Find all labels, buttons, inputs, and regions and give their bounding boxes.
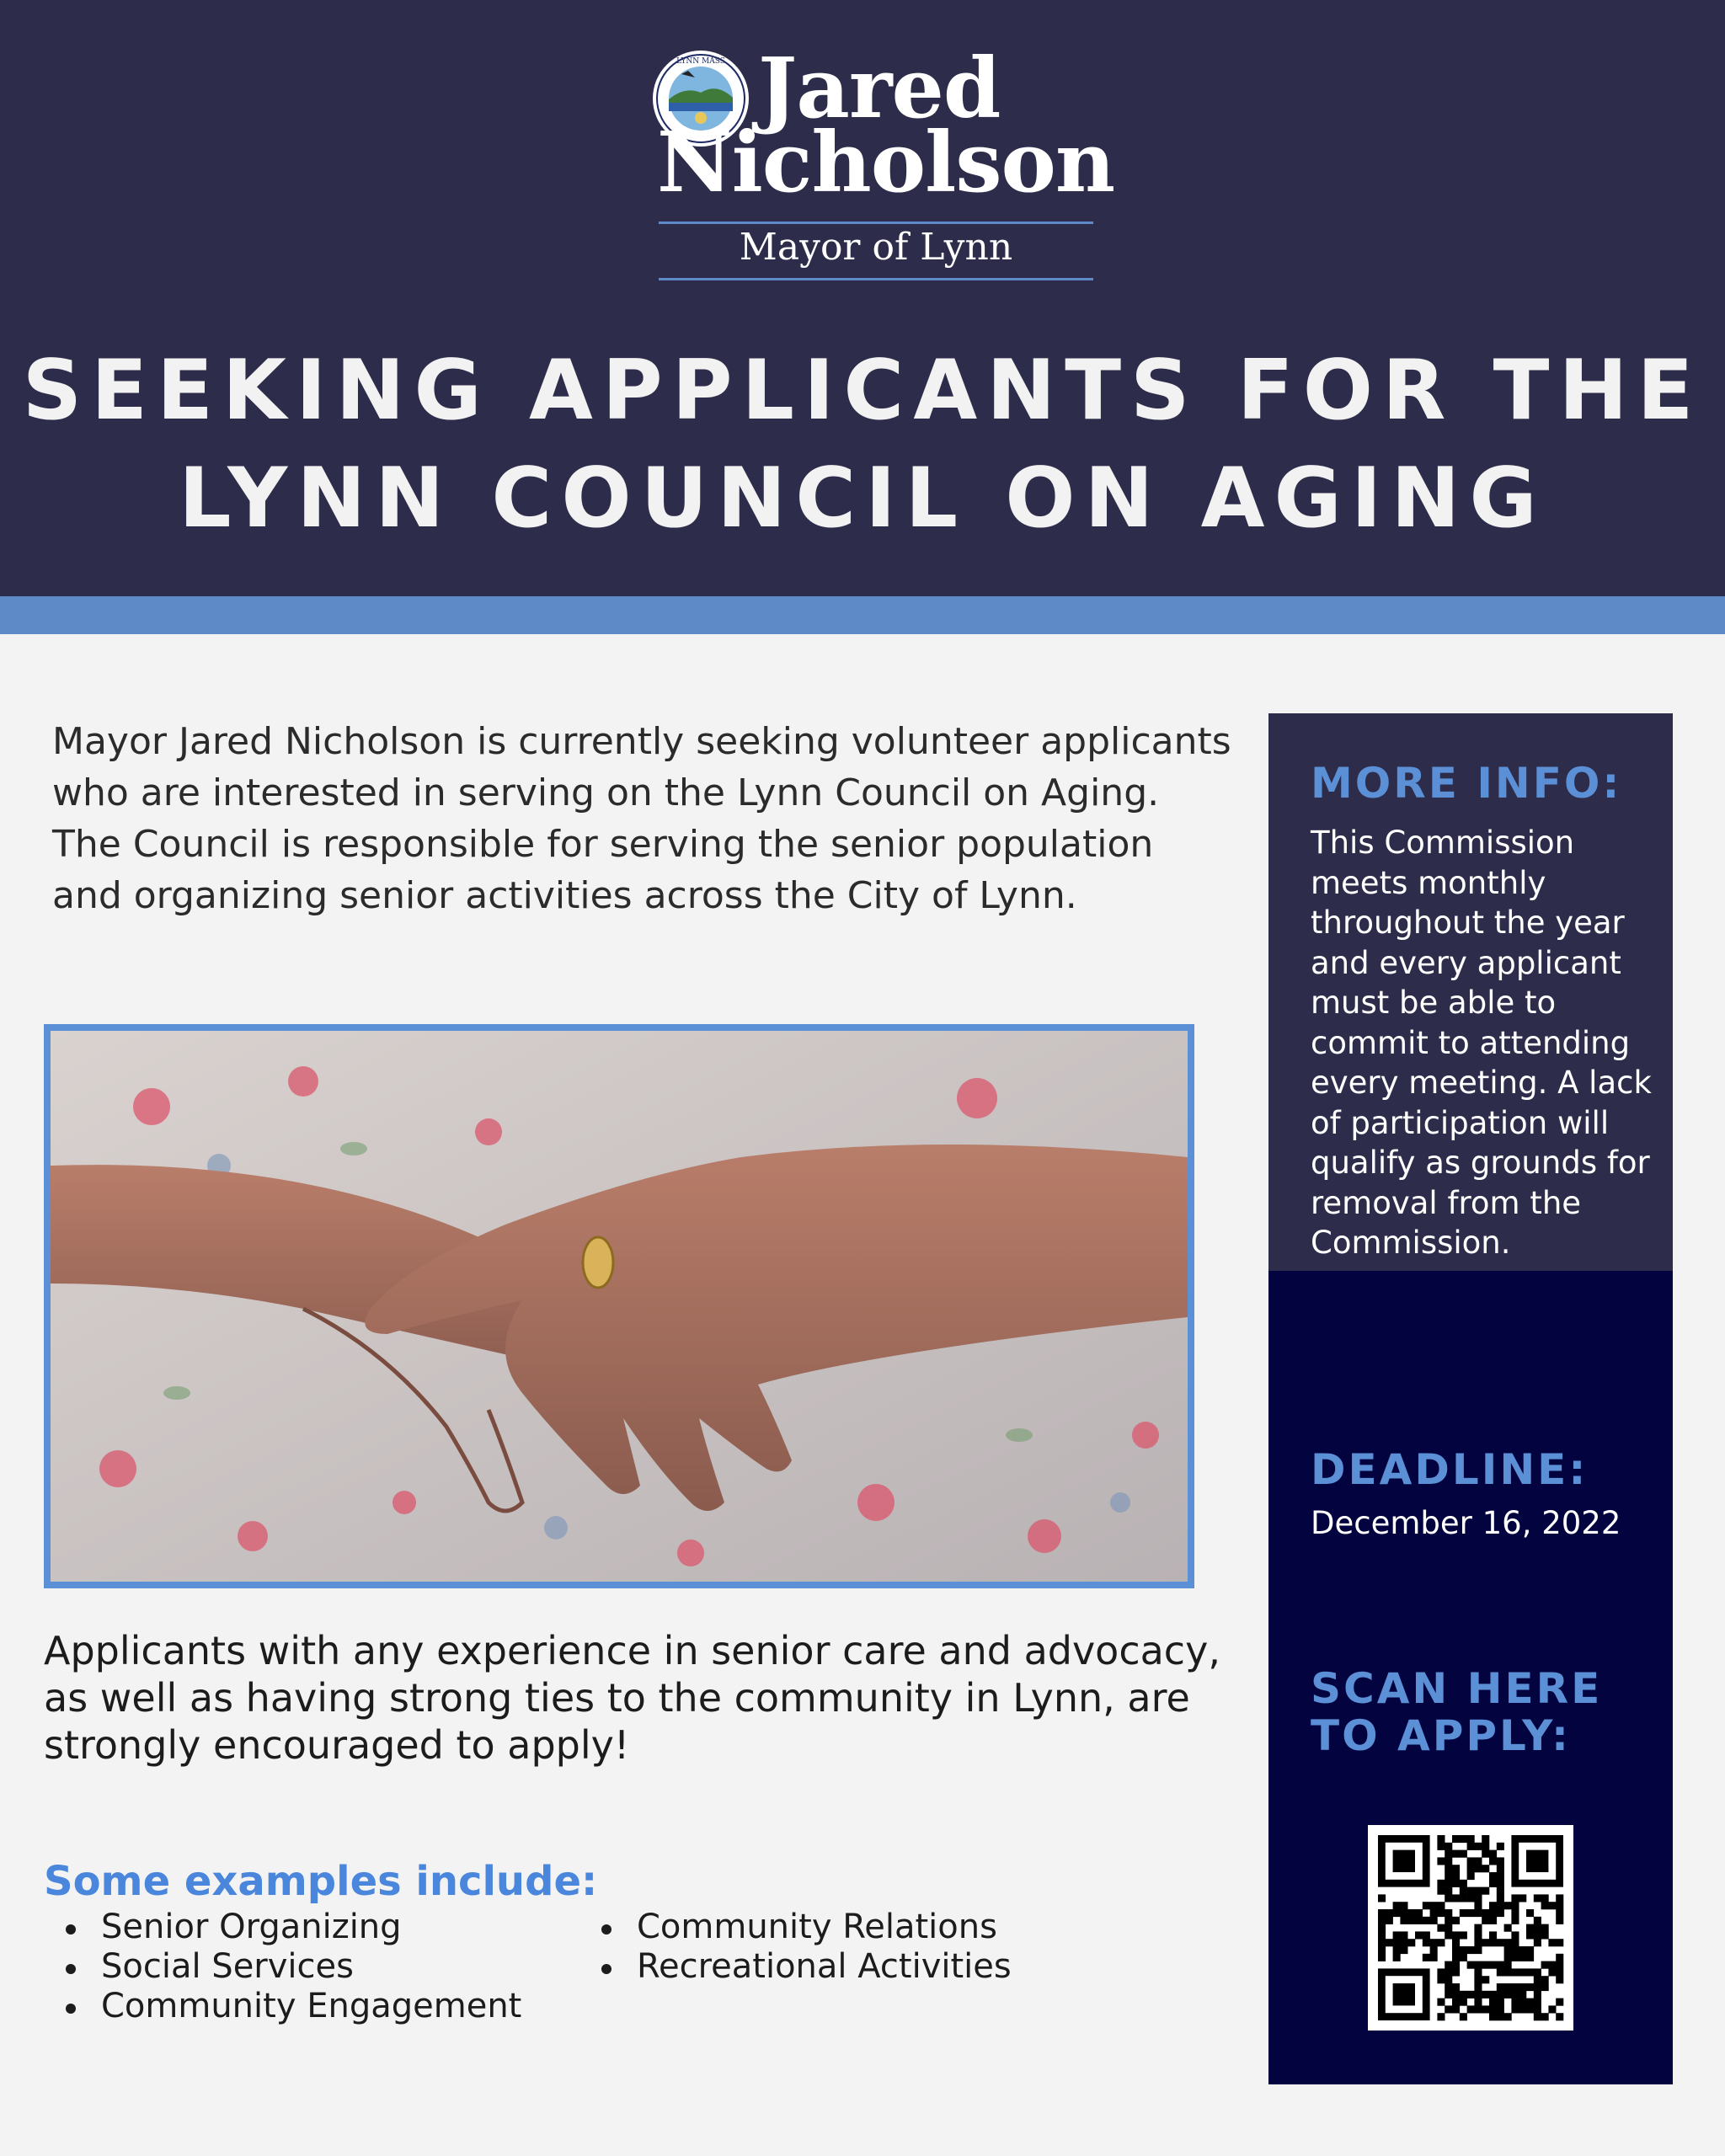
list-item: Recreational Activities <box>579 1947 1012 1987</box>
header-accent-stripe <box>0 596 1725 634</box>
page-title <box>0 337 1725 552</box>
logo-subtitle: Mayor of Lynn <box>739 226 1013 269</box>
deadline-value: December 16, 2022 <box>1311 1505 1621 1541</box>
list-item: Senior Organizing <box>44 1908 521 1947</box>
scan-heading-line-2: TO APPLY: <box>1311 1711 1571 1760</box>
scan-heading-line-1: SCAN HERE <box>1311 1664 1603 1713</box>
list-item: Community Engagement <box>44 1987 521 2026</box>
list-item: Community Relations <box>579 1908 1012 1947</box>
info-sidebar <box>1268 713 1673 2084</box>
logo-rule-top <box>659 221 1093 224</box>
title-line-1: SEEKING APPLICANTS FOR THE <box>22 343 1703 439</box>
logo-last-name: Nicholson <box>657 115 1115 211</box>
intro-paragraph: Mayor Jared Nicholson is currently seeking volunteer applicants who are interested in serving on the Lynn Council on Aging. The Council is responsible for serving the senior population and organizing senior activities across the City of Lynn. <box>52 720 1231 917</box>
more-info-heading: MORE INFO: <box>1311 759 1622 808</box>
logo-first-name: Jared <box>758 40 1001 137</box>
deadline-heading: DEADLINE: <box>1311 1445 1589 1494</box>
list-item: Social Services <box>44 1947 521 1987</box>
qr-code-icon[interactable] <box>1368 1825 1573 2031</box>
examples-heading: Some examples include: <box>44 1858 598 1905</box>
elderly-hands-photo <box>44 1024 1194 1588</box>
applicants-paragraph: Applicants with any experience in senior care and advocacy, as well as having strong ties to the community in Lynn, are strongly encouraged to apply! <box>44 1628 1220 1768</box>
title-line-2: LYNN COUNCIL ON AGING <box>179 451 1546 547</box>
mayor-logo-name <box>657 40 1115 211</box>
logo-rule-bottom <box>659 278 1093 280</box>
examples-list-right <box>579 1908 1012 1987</box>
more-info-text: This Commission meets monthly throughout the year and every applicant must be able to commit to attending every meeting. A lack of participation will qualify as grounds for removal from the Commission. <box>1311 825 1652 1261</box>
svg-text:LYNN MASS: LYNN MASS <box>676 57 725 66</box>
examples-list-left <box>44 1908 521 2026</box>
